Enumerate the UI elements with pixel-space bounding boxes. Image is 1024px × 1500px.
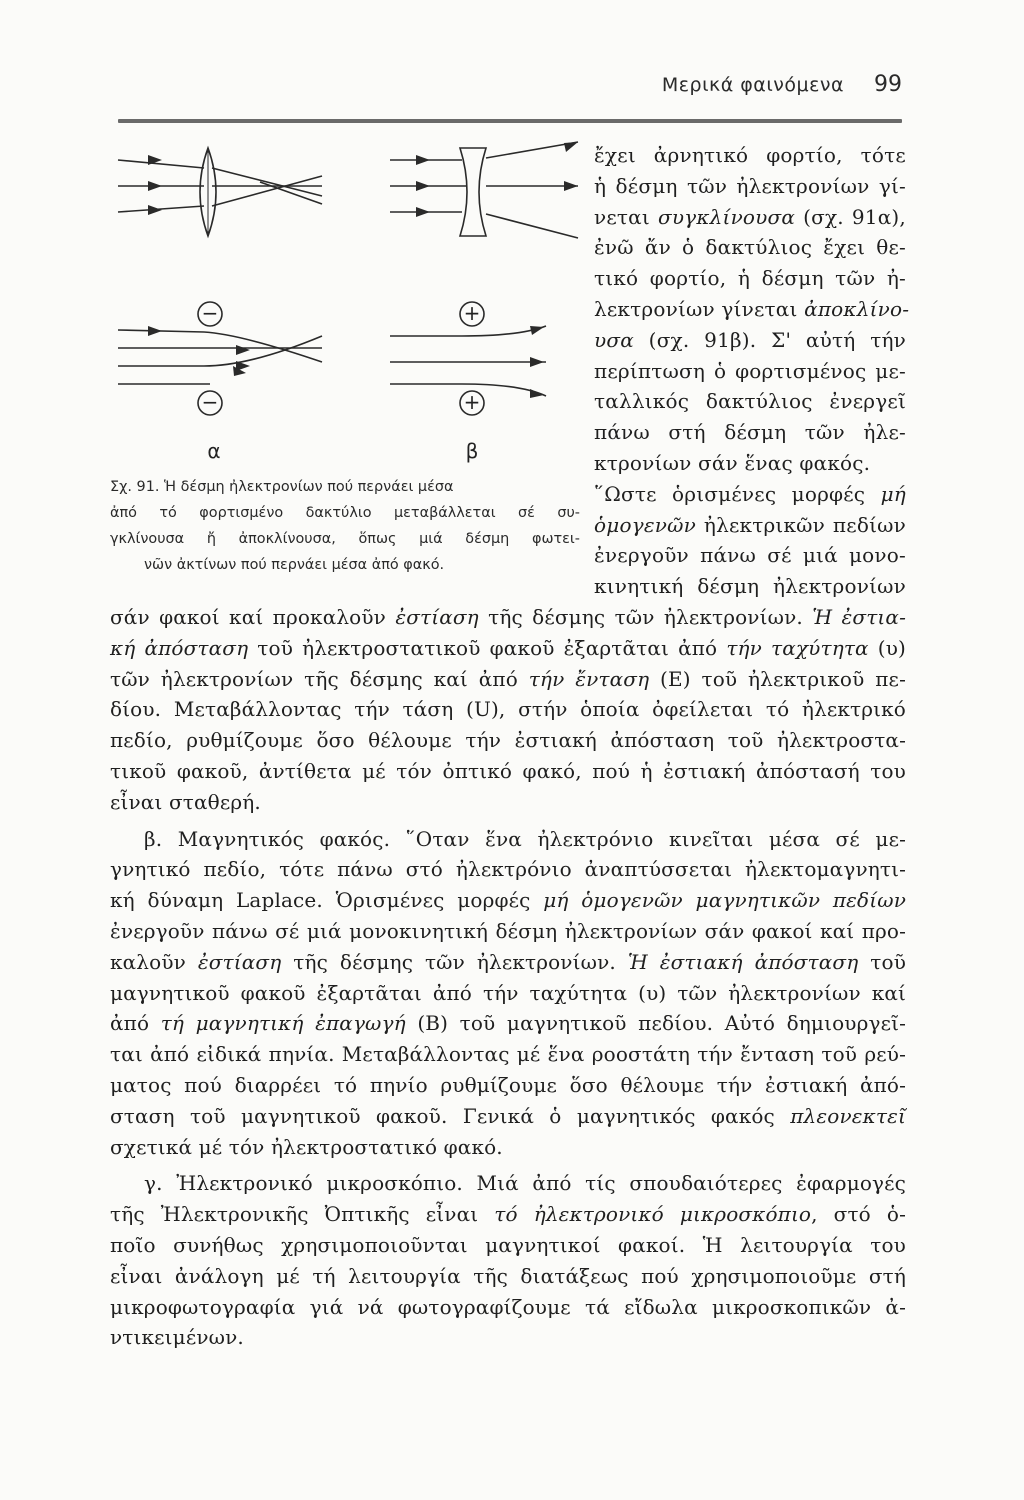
figure-label-alpha: α bbox=[207, 439, 221, 463]
figure-caption bbox=[110, 474, 580, 578]
text-line: εἶναι σταθερή. bbox=[110, 789, 261, 814]
charge-ring-positive-bottom bbox=[460, 390, 484, 415]
text-line: κτρονίων σάν ἕνας φακός. bbox=[594, 450, 871, 475]
caption-line: γκλίνουσα ἤ ἀποκλίνουσα, ὅπως μιά δέσμη φωτει- bbox=[110, 531, 580, 547]
text-line: τικό φορτίο, ἡ δέσμη τῶν ἠ- bbox=[594, 266, 906, 291]
text-line: ταλλικός δακτύλιος ἐνεργεῖ bbox=[594, 389, 906, 414]
text-line: ται ἀπό εἰδικά πηνία. Μεταβάλλοντας μέ ἕνα ροοστάτη τήν ἔνταση τοῦ ρεύ- bbox=[110, 1042, 906, 1067]
text-line: ποῖο συνήθως χρησιμοποιοῦνται μαγνητικοί φακοί. Ἡ λειτουργία του bbox=[110, 1232, 906, 1257]
text-line: γνητικό πεδίο, τότε πάνω στό ἠλεκτρόνιο ἀναπτύσσεται ἠλεκτομαγνητι- bbox=[110, 857, 906, 882]
text-line: λεκτρονίων γίνεται ἀποκλίνο- bbox=[594, 296, 910, 321]
text-line: μαγνητικοῦ φακοῦ ἐξαρτᾶται ἀπό τήν ταχύτητα (υ) τῶν ἠλεκτρονίων καί bbox=[110, 980, 906, 1005]
header-rule bbox=[118, 119, 902, 123]
text-line: περίπτωση ὁ φορτισμένος με- bbox=[594, 358, 906, 383]
text-line: κή ἀπόσταση τοῦ ἠλεκτροστατικοῦ φακοῦ ἐξαρτᾶται ἀπό τήν ταχύτητα (υ) bbox=[110, 635, 907, 660]
text-line: πάνω στή δέσμη τῶν ἠλε- bbox=[594, 420, 906, 445]
negative-sign: − bbox=[201, 390, 219, 414]
text-line: ντικειμένων. bbox=[110, 1325, 244, 1350]
text-line: ματος πού διαρρέει τό πηνίο ρυθμίζουμε ὅσο θέλουμε τήν ἐστιακή ἀπό- bbox=[110, 1072, 906, 1097]
text-line: σάν φακοί καί προκαλοῦν ἐστίαση τῆς δέσμης τῶν ἠλεκτρονίων. Ἡ ἐστια- bbox=[110, 605, 906, 629]
text-line: β. Μαγνητικός φακός. ῞Οταν ἕνα ἠλεκτρόνιο κινεῖται μέσα σέ με- bbox=[144, 826, 906, 851]
text-line: ἀπό τή μαγνητική ἐπαγωγή (Β) τοῦ μαγνητικοῦ πεδίου. Αὐτό δημιουργεῖ- bbox=[110, 1011, 906, 1036]
charge-ring-negative-bottom bbox=[198, 390, 222, 415]
charge-ring-positive-top bbox=[460, 301, 484, 326]
caption-line: ἀπό τό φορτισμένο δακτύλιο μεταβάλλεται σέ συ- bbox=[110, 505, 580, 521]
text-line: εἶναι ἀνάλογη μέ τή λειτουργία τῆς διατάξεως πού χρησιμοποιοῦμε στή bbox=[110, 1263, 906, 1288]
text-line: ἡ δέσμη τῶν ἠλεκτρονίων γί- bbox=[594, 173, 906, 198]
text-line: σχετικά μέ τόν ἠλεκτροστατικό φακό. bbox=[110, 1134, 503, 1159]
positive-sign: + bbox=[463, 390, 481, 414]
caption-line: Σχ. 91. Ἡ δέσμη ἠλεκτρονίων πού περνάει μέσα bbox=[110, 479, 454, 495]
text-line: μικροφωτογραφία γιά νά φωτογραφίζουμε τά εἴδωλα μικροσκοπικῶν ἀ- bbox=[110, 1294, 906, 1319]
main-text bbox=[110, 602, 906, 1353]
charge-ring-negative-top bbox=[198, 301, 222, 326]
text-line: καλοῦν ἐστίαση τῆς δέσμης τῶν ἠλεκτρονίων. Ἡ ἐστιακή ἀπόσταση τοῦ bbox=[110, 949, 906, 974]
lens-diagram bbox=[100, 130, 590, 475]
negative-sign: − bbox=[201, 301, 219, 325]
text-line: δίου. Μεταβάλλοντας τήν τάση (U), στήν ὁποία ὀφείλεται τό ἠλεκτρικό bbox=[110, 697, 906, 722]
text-line: ἐνεργοῦν πάνω σέ μιά μονοκινητική δέσμη ἠλεκτρονίων σάν φακοί καί προ- bbox=[110, 918, 906, 943]
text-line: ῞Ωστε ὁρισμένες μορφές μή bbox=[594, 481, 906, 506]
text-line: κή δύναμη Laplace. Ὁρισμένες μορφές μή ὁμογενῶν μαγνητικῶν πεδίων bbox=[110, 888, 907, 913]
page-number: 99 bbox=[874, 72, 902, 97]
positive-sign: + bbox=[463, 301, 481, 325]
figure-label-beta: β bbox=[465, 439, 479, 463]
text-line: κινητική δέσμη ἠλεκτρονίων bbox=[594, 574, 906, 599]
text-line: νεται συγκλίνουσα (σχ. 91α), bbox=[594, 204, 906, 229]
text-line: τῶν ἠλεκτρονίων τῆς δέσμης καί ἀπό τήν ἔνταση (Ε) τοῦ ἠλεκτρικοῦ πε- bbox=[110, 666, 906, 691]
text-line: πεδίο, ρυθμίζουμε ὅσο θέλουμε τήν ἐστιακή ἀπόσταση τοῦ ἠλεκτροστα- bbox=[110, 728, 906, 753]
electron-beams-diverging bbox=[390, 326, 546, 396]
text-line: ἐνῶ ἄν ὁ δακτύλιος ἔχει θε- bbox=[594, 235, 906, 260]
right-column-text bbox=[594, 140, 910, 602]
caption-line: νῶν ἀκτίνων πού περνάει μέσα ἀπό φακό. bbox=[144, 557, 445, 573]
text-line: τῆς Ἠλεκτρονικῆς Ὀπτικῆς εἶναι τό ἠλεκτρονικό μικροσκόπιο, στό ὁ- bbox=[110, 1202, 906, 1227]
text-line: ἔχει ἀρνητικό φορτίο, τότε bbox=[594, 143, 906, 167]
beam-arrows bbox=[148, 142, 578, 398]
text-line: σταση τοῦ μαγνητικοῦ φακοῦ. Γενικά ὁ μαγνητικός φακός πλεονεκτεῖ bbox=[110, 1103, 906, 1128]
text-line: γ. Ἠλεκτρονικό μικροσκόπιο. Μιά ἀπό τίς σπουδαιότερες ἐφαρμογές bbox=[144, 1171, 906, 1196]
text-line: ὁμογενῶν ἠλεκτρικῶν πεδίων bbox=[594, 512, 906, 537]
running-title: Μερικά φαινόμενα bbox=[661, 74, 844, 96]
text-line: υσα (σχ. 91β). Σ' αὐτή τήν bbox=[594, 327, 906, 352]
figure-91 bbox=[100, 130, 590, 475]
text-line: τικοῦ φακοῦ, ἀντίθετα μέ τόν ὀπτικό φακό, πού ἡ ἐστιακή ἀπόστασή του bbox=[110, 758, 906, 783]
page-header bbox=[110, 72, 906, 112]
electron-beams-converging bbox=[118, 330, 322, 384]
text-line: ἐνεργοῦν πάνω σέ μιά μονο- bbox=[594, 543, 906, 568]
